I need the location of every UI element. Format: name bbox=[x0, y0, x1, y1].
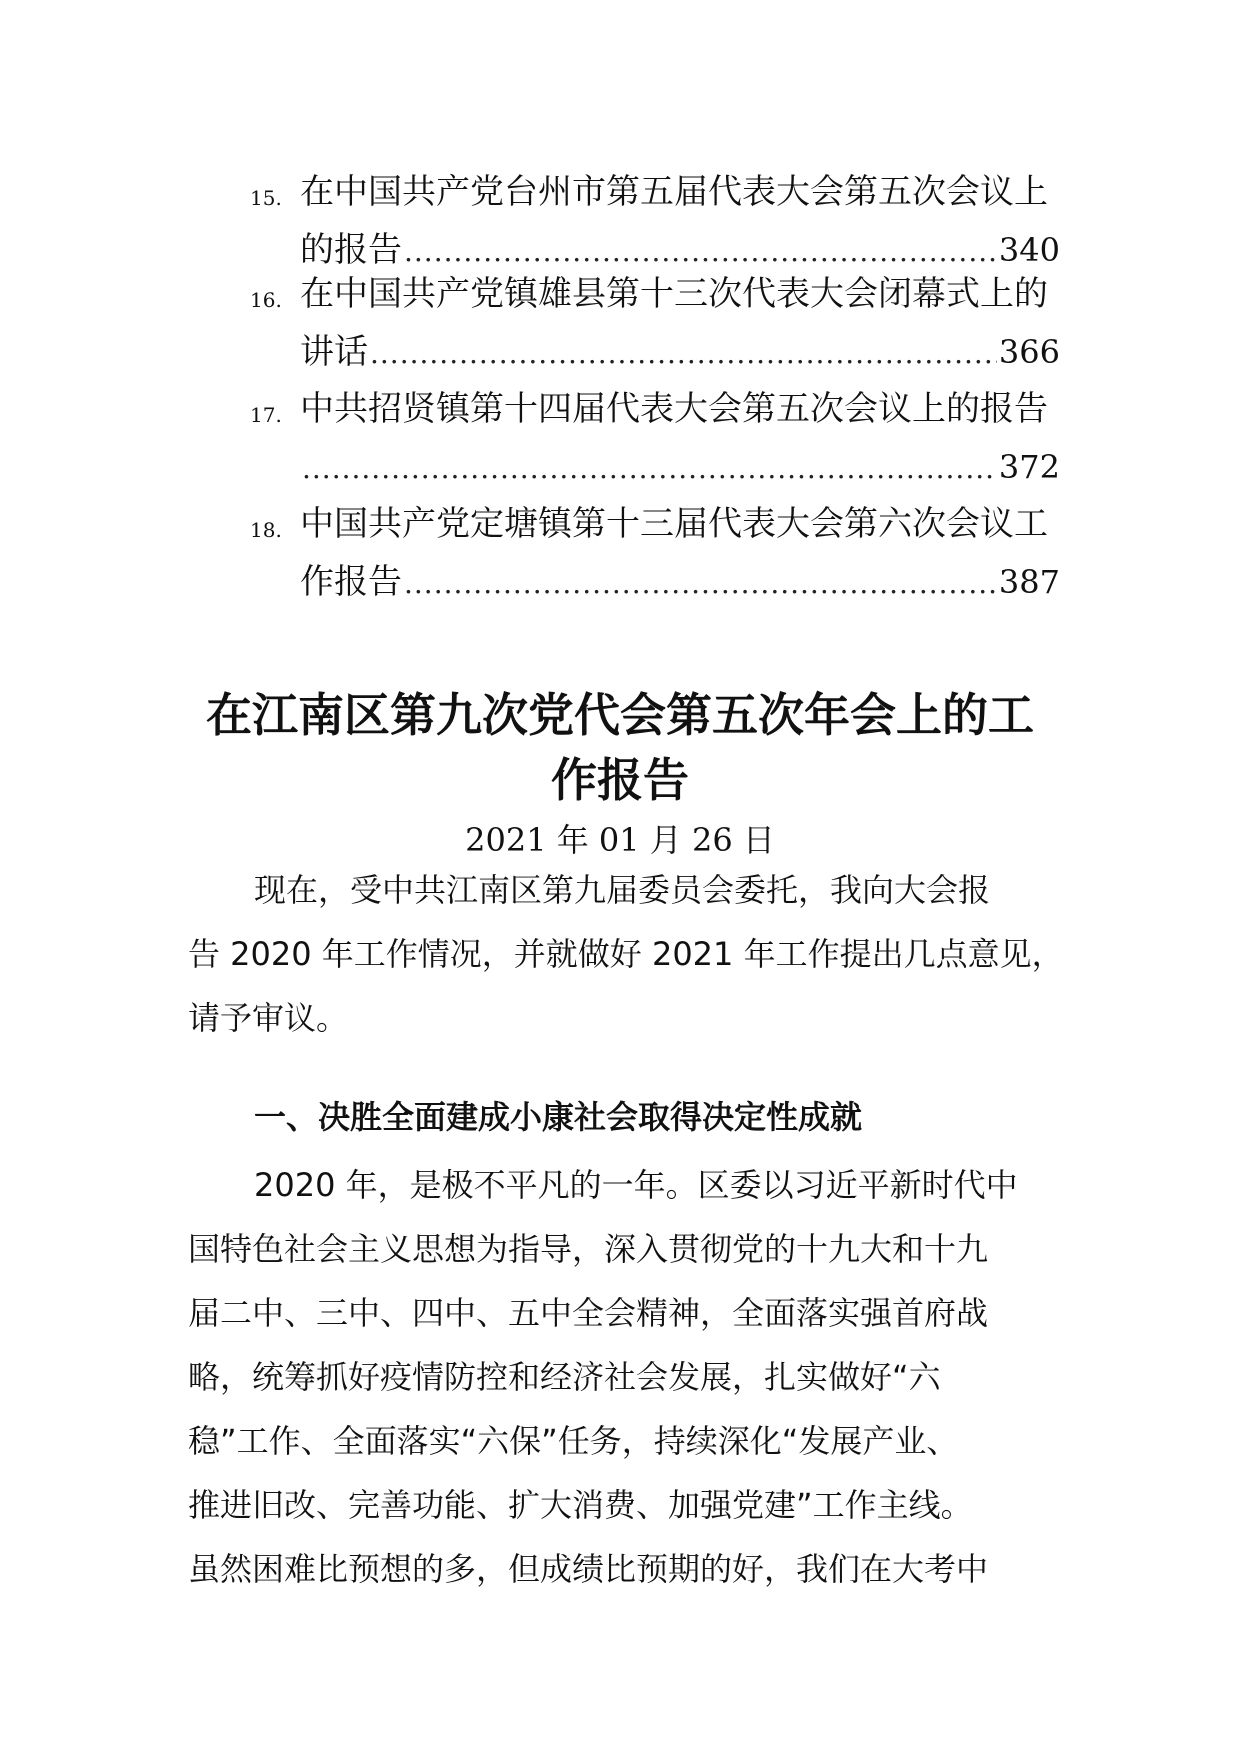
paragraph-line: 2020 年，是极不平凡的一年。区委以习近平新时代中 bbox=[254, 1166, 1018, 1204]
intro-paragraph bbox=[188, 858, 1064, 1050]
toc-entry-number: 17. bbox=[250, 403, 282, 427]
paragraph-line: 国特色社会主义思想为指导，深入贯彻党的十九大和十九 bbox=[188, 1230, 989, 1268]
section-paragraph bbox=[188, 1153, 1048, 1601]
toc-entry-title-continued bbox=[300, 435, 1060, 499]
toc-entry-title-tail: 作报告 bbox=[300, 562, 402, 602]
paragraph-line: 稳”工作、全面落实“六保”任务，持续深化“发展产业、 bbox=[188, 1422, 959, 1460]
paragraph-line: 现在，受中共江南区第九届委员会委托，我向大会报 bbox=[254, 871, 991, 909]
toc-page-number: 366 bbox=[998, 333, 1060, 371]
toc-entry-title: 中共招贤镇第十四届代表大会第五次会议上的报告 bbox=[300, 389, 1048, 429]
toc-page-number: 372 bbox=[998, 448, 1060, 486]
paragraph-line: 请予审议。 bbox=[188, 999, 349, 1037]
section-heading: 一、决胜全面建成小康社会取得决定性成就 bbox=[254, 1098, 863, 1136]
toc-entry-title-tail: 讲话 bbox=[300, 332, 368, 372]
toc-entry-title: 在中国共产党台州市第五届代表大会第五次会议上 bbox=[300, 172, 1048, 212]
toc-entry-title: 中国共产党定塘镇第十三届代表大会第六次会议工 bbox=[300, 504, 1048, 544]
paragraph-line: 虽然困难比预想的多，但成绩比预期的好，我们在大考中 bbox=[188, 1550, 989, 1588]
toc-entry-number: 18. bbox=[250, 518, 282, 542]
toc-leader-dots bbox=[404, 552, 997, 616]
article-title-continued: 作报告 bbox=[551, 753, 689, 807]
paragraph-line: 告 2020 年工作情况，并就做好 2021 年工作提出几点意见， bbox=[188, 935, 1064, 973]
toc-entry-number: 16. bbox=[250, 288, 282, 312]
paragraph-line: 推进旧改、完善功能、扩大消费、加强党建”工作主线。 bbox=[188, 1486, 973, 1524]
toc-page-number: 340 bbox=[998, 231, 1060, 269]
paragraph-line: 略，统筹抓好疫情防控和经济社会发展，扎实做好“六 bbox=[188, 1358, 941, 1396]
toc-page-number: 387 bbox=[998, 563, 1060, 601]
toc-entry-title-continued bbox=[300, 320, 1060, 384]
toc-entry-title: 在中国共产党镇雄县第十三次代表大会闭幕式上的 bbox=[300, 274, 1048, 314]
toc-entry-number: 15. bbox=[250, 186, 282, 210]
article-date: 2021 年 01 月 26 日 bbox=[465, 821, 775, 859]
paragraph-line: 届二中、三中、四中、五中全会精神，全面落实强首府战 bbox=[188, 1294, 989, 1332]
article-title: 在江南区第九次党代会第五次年会上的工 bbox=[206, 688, 1034, 742]
toc-entry-title-continued bbox=[300, 550, 1060, 614]
toc-entry-title-tail: 的报告 bbox=[300, 230, 402, 270]
